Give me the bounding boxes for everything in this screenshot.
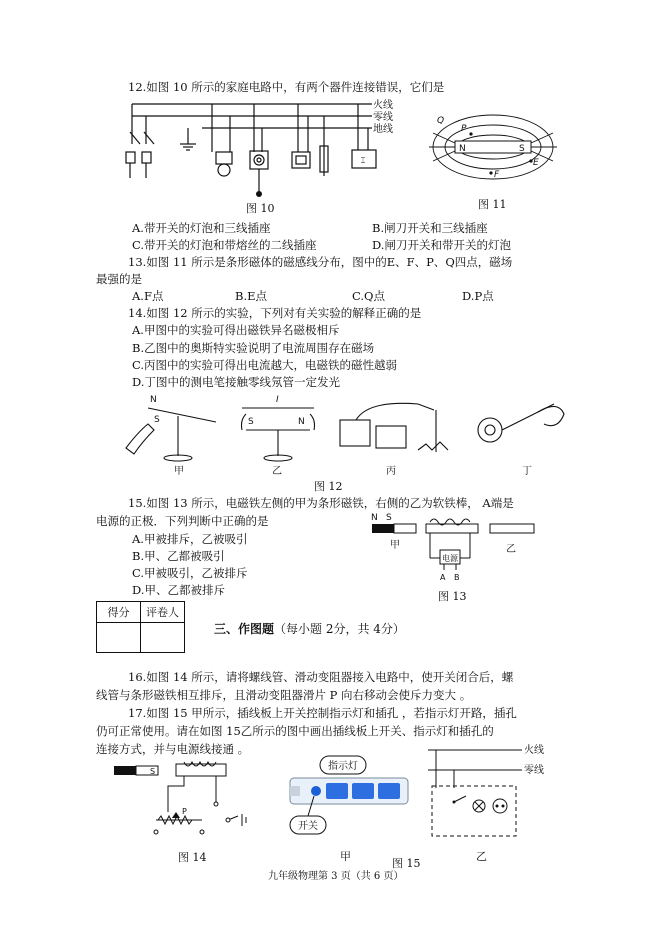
svg-text:⌶: ⌶ bbox=[360, 156, 366, 165]
q13-stem-line1: 13.如图 11 所示是条形磁体的磁感线分布，图中的E、F、P、Q四点，磁场 bbox=[128, 255, 513, 269]
fig13-s-label: S bbox=[386, 513, 392, 523]
q12-option-c: C.带开关的灯泡和带熔丝的二线插座 bbox=[132, 238, 317, 252]
neutral-wire-label: 零线 bbox=[373, 112, 393, 123]
fig13-yi-label: 乙 bbox=[506, 544, 516, 555]
q15-option-c: C.甲被吸引，乙被排斥 bbox=[132, 566, 248, 580]
score-cell[interactable] bbox=[97, 623, 141, 653]
figure-15-jia-power-strip bbox=[284, 750, 414, 840]
q13-option-a: A.F点 bbox=[132, 289, 164, 303]
q12-stem: 12.如图 10 所示的家庭电路中，有两个器件连接错误，它们是 bbox=[128, 80, 445, 94]
fig12-current-label: I bbox=[276, 395, 279, 405]
fig13-power-label: 电源 bbox=[442, 554, 458, 563]
q17-line3: 连接方式，并与电源线接通 。 bbox=[96, 742, 250, 756]
q15-option-a: A.甲被排斥，乙被吸引 bbox=[132, 532, 248, 546]
fig12-sub-ding: 丁 bbox=[522, 466, 532, 476]
q16-line2: 线管与条形磁铁相互排斥，且滑动变阻器滑片 P 向右移动会使斥力变大 。 bbox=[96, 688, 472, 702]
q14-option-d: D.丁图中的测电笔接触零线氖管一定发光 bbox=[132, 375, 340, 389]
indicator-light-label: 指示灯 bbox=[328, 761, 358, 772]
q16-line1: 16.如图 14 所示，请将螺线管、滑动变阻器接入电路中，使开关闭合后，螺 bbox=[128, 670, 514, 684]
q15-option-d: D.甲、乙都被排斥 bbox=[132, 583, 225, 597]
fig12-sub-jia: 甲 bbox=[174, 466, 184, 476]
figure-14-solenoid bbox=[110, 760, 270, 842]
fig12-sub-yi: 乙 bbox=[272, 466, 282, 476]
q13-option-b: B.E点 bbox=[235, 289, 268, 303]
q17-line1: 17.如图 15 甲所示，插线板上开关控制指示灯和插孔 ，若指示灯开路，插孔 bbox=[128, 706, 517, 720]
point-q-label: Q bbox=[437, 116, 445, 126]
point-f-label: F bbox=[494, 170, 500, 180]
section-3-title: 三、作图题 bbox=[214, 622, 275, 636]
grader-header: 评卷人 bbox=[141, 602, 185, 623]
figure-14-caption: 图 14 bbox=[178, 851, 207, 864]
figure-11-caption: 图 11 bbox=[478, 198, 507, 211]
magnet-n-label: N bbox=[459, 144, 466, 154]
fig12-n-label: N bbox=[150, 395, 157, 405]
fig13-jia-label: 甲 bbox=[390, 540, 400, 551]
fig12-needle-s-label: S bbox=[248, 417, 254, 427]
figure-15-yi-label: 乙 bbox=[476, 850, 487, 863]
q14-option-b: B.乙图中的奥斯特实验说明了电流周围存在磁场 bbox=[132, 341, 375, 355]
section-3-note: （每小题 2分，共 4分） bbox=[274, 622, 405, 636]
fig14-s-label: S bbox=[150, 767, 156, 776]
q14-option-c: C.丙图中的实验可得出电流越大，电磁铁的磁性越弱 bbox=[132, 358, 398, 372]
figure-11-magnet-field bbox=[427, 103, 559, 191]
q13-option-d: D.P点 bbox=[462, 289, 494, 303]
q12-option-d: D.闸刀开关和带开关的灯泡 bbox=[372, 238, 511, 252]
figure-10-circuit bbox=[112, 96, 424, 202]
figure-13-electromagnet bbox=[368, 510, 538, 590]
figure-10-caption: 图 10 bbox=[246, 202, 275, 215]
fig15-live-label: 火线 bbox=[524, 745, 544, 756]
fig12-s-label: S bbox=[154, 415, 160, 425]
q12-option-b: B.闸刀开关和三线插座 bbox=[372, 221, 488, 235]
figure-12-caption: 图 12 bbox=[314, 480, 343, 493]
q13-stem-line2: 最强的是 bbox=[96, 272, 142, 286]
q14-stem: 14.如图 12 所示的实验，下列对有关实验的解释正确的是 bbox=[128, 306, 422, 320]
magnet-s-label: S bbox=[519, 144, 525, 154]
figure-15-jia-label: 甲 bbox=[340, 850, 351, 863]
fig12-needle-n-label: N bbox=[298, 417, 305, 427]
fig13-b-label: B bbox=[454, 573, 460, 582]
figure-12-experiments bbox=[118, 390, 572, 476]
score-table bbox=[96, 601, 185, 653]
page-footer: 九年级物理第 3 页（共 6 页） bbox=[268, 871, 404, 882]
q13-option-c: C.Q点 bbox=[352, 289, 385, 303]
figure-15-yi-wiring bbox=[424, 742, 560, 846]
grader-cell[interactable] bbox=[141, 623, 185, 653]
q17-line2: 仍可正常使用。请在如图 15乙所示的图中画出插线板上开关、指示灯和插孔的 bbox=[96, 724, 494, 738]
fig13-a-label: A bbox=[440, 573, 446, 582]
q14-option-a: A.甲图中的实验可得出磁铁异名磁极相斥 bbox=[132, 323, 340, 337]
q12-option-a: A.带开关的灯泡和三线插座 bbox=[132, 221, 271, 235]
score-header: 得分 bbox=[97, 602, 141, 623]
point-e-label: E bbox=[533, 158, 539, 168]
q15-stem-line1: 15.如图 13 所示，电磁铁左侧的甲为条形磁铁，右侧的乙为软铁棒， A端是 bbox=[128, 496, 514, 510]
figure-15-caption: 图 15 bbox=[392, 857, 421, 870]
live-wire-label: 火线 bbox=[373, 100, 393, 111]
q15-option-b: B.甲、乙都被吸引 bbox=[132, 549, 225, 563]
fig12-sub-bing: 丙 bbox=[386, 466, 396, 476]
switch-label: 开关 bbox=[298, 821, 318, 832]
figure-13-caption: 图 13 bbox=[438, 590, 467, 603]
fig14-p-label: P bbox=[182, 807, 187, 816]
q15-stem-line2: 电源的正极．下列判断中正确的是 bbox=[96, 514, 269, 528]
point-p-label: P bbox=[461, 124, 467, 134]
fig15-neutral-label: 零线 bbox=[524, 765, 544, 776]
ground-wire-label: 地线 bbox=[373, 124, 393, 135]
section-3-heading bbox=[214, 620, 405, 637]
fig13-n-label: N bbox=[371, 513, 378, 523]
